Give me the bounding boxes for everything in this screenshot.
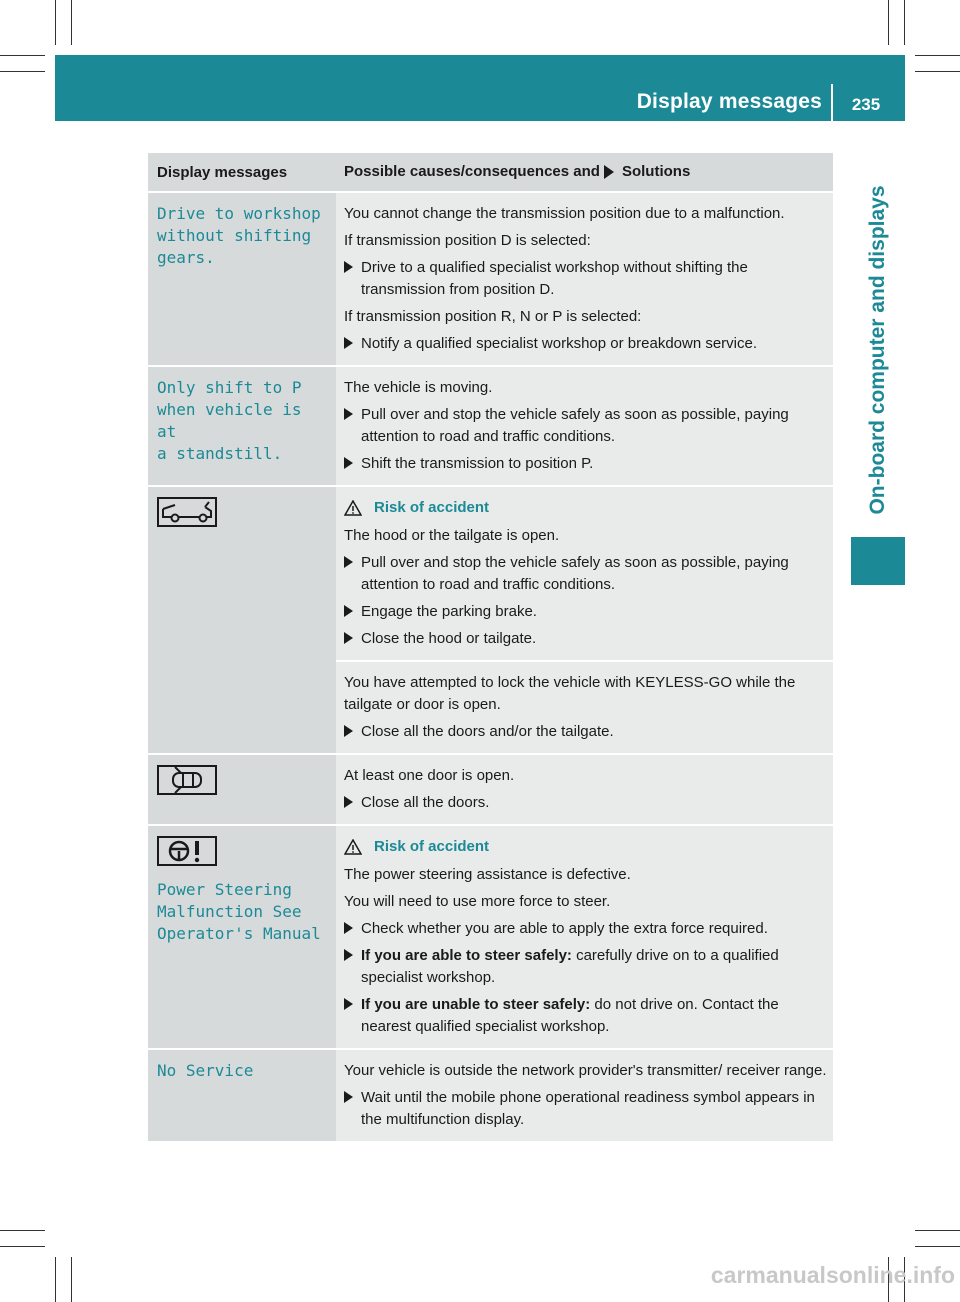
warning-triangle-icon (344, 500, 362, 516)
message-cell (148, 755, 336, 824)
solution-block (336, 755, 833, 824)
table-row (148, 753, 833, 824)
solution-block (336, 1050, 833, 1141)
instruction-step (344, 918, 827, 940)
instruction-step (344, 792, 827, 814)
instruction-text: Close all the doors and/or the tailgate. (361, 723, 614, 740)
instruction-text: Pull over and stop the vehicle safely as soon as possible, paying attention to road and traffic conditions. (361, 554, 789, 593)
instruction-text: Close all the doors. (361, 794, 490, 811)
step-arrow-icon (344, 408, 353, 420)
step-arrow-icon (344, 261, 353, 273)
warning-label: Risk of accident (374, 499, 490, 516)
table-row (148, 191, 833, 365)
table-header (148, 153, 833, 191)
column-header-solutions-text: Solutions (621, 163, 691, 180)
description-text: If transmission position D is selected: (344, 232, 591, 249)
warning-notice (344, 836, 827, 858)
instruction-text: Drive to a qualified specialist workshop without shifting the transmission from position D. (361, 259, 748, 298)
warning-label: Risk of accident (374, 838, 490, 855)
description-text: At least one door is open. (344, 767, 515, 784)
step-arrow-icon (344, 457, 353, 469)
message-cell (148, 487, 336, 753)
description-text: Your vehicle is outside the network provider's transmitter/ receiver range. (344, 1062, 827, 1079)
instruction-step (344, 601, 827, 623)
solution-block (336, 367, 833, 485)
open-hood-tailgate-icon (157, 497, 217, 527)
description-text: The vehicle is moving. (344, 379, 493, 396)
step-arrow-icon (344, 605, 353, 617)
description-text: You cannot change the transmission position due to a malfunction. (344, 205, 785, 222)
instruction-step (344, 994, 827, 1038)
step-arrow-icon (344, 796, 353, 808)
instruction-text: Close the hood or tailgate. (361, 630, 537, 647)
warning-notice (344, 497, 827, 519)
message-cell (148, 367, 336, 485)
display-message-text: Only shift to P when vehicle is at a standstill. (157, 378, 302, 463)
instruction-step (344, 1087, 827, 1131)
instruction-step (344, 333, 827, 355)
solution-cell (336, 1050, 833, 1141)
instruction-condition: If you are able to steer safely: (361, 947, 572, 964)
instruction-condition: If you are unable to steer safely: (361, 996, 591, 1013)
power-steering-warning-icon (157, 836, 217, 866)
table-row (148, 824, 833, 1048)
message-cell (148, 826, 336, 1048)
solution-cell (336, 193, 833, 365)
instruction-text: Pull over and stop the vehicle safely as soon as possible, paying attention to road and traffic conditions. (361, 406, 789, 445)
instruction-step (344, 628, 827, 650)
instruction-text: Shift the transmission to position P. (361, 455, 594, 472)
display-message-text: No Service (157, 1061, 254, 1080)
display-message-text: Power Steering Malfunction See Operator's Manual (157, 880, 321, 943)
table-row (148, 365, 833, 485)
description-text: The power steering assistance is defective. (344, 866, 631, 883)
instruction-step (344, 552, 827, 596)
door-open-icon (157, 765, 217, 795)
column-header-messages: Display messages (157, 164, 288, 181)
instruction-step (344, 404, 827, 448)
header-divider (831, 84, 833, 121)
description-text: You have attempted to lock the vehicle with KEYLESS-GO while the tailgate or door is open. (344, 674, 796, 713)
table-row (148, 1048, 833, 1141)
solution-cell (336, 826, 833, 1048)
side-tab-label: On-board computer and displays (866, 185, 889, 515)
warning-triangle-icon (344, 839, 362, 855)
step-arrow-icon (344, 922, 353, 934)
instruction-text: Wait until the mobile phone operational readiness symbol appears in the multifunction display. (361, 1089, 815, 1128)
instruction-text: carefully drive on to a qualified specialist workshop. (361, 947, 779, 986)
instruction-text: Engage the parking brake. (361, 603, 537, 620)
solution-cell (336, 487, 833, 753)
solution-block (336, 826, 833, 1048)
instruction-step (344, 257, 827, 301)
step-arrow-icon (344, 632, 353, 644)
instruction-text: do not drive on. Contact the nearest qualified specialist workshop. (361, 996, 779, 1035)
table-body (148, 191, 833, 1141)
step-arrow-icon (344, 337, 353, 349)
page-number: 235 (851, 95, 881, 114)
instruction-text: Check whether you are able to apply the extra force required. (361, 920, 768, 937)
column-header-causes-text: Possible causes/consequences and (344, 163, 600, 180)
instruction-step (344, 721, 827, 743)
step-arrow-icon (344, 998, 353, 1010)
instruction-text: Notify a qualified specialist workshop or breakdown service. (361, 335, 758, 352)
step-arrow-icon (344, 1091, 353, 1103)
description-text: If transmission position R, N or P is selected: (344, 308, 642, 325)
page-title: Display messages (636, 90, 822, 113)
step-arrow-icon (344, 725, 353, 737)
step-arrow-icon (344, 949, 353, 961)
instruction-step (344, 945, 827, 989)
table-row (148, 485, 833, 753)
message-cell (148, 1050, 336, 1141)
solution-block (336, 487, 833, 660)
message-cell (148, 193, 336, 365)
column-header-causes (336, 153, 833, 191)
instruction-step (344, 453, 827, 475)
arrow-right-icon (604, 165, 614, 179)
description-text: You will need to use more force to steer. (344, 893, 611, 910)
watermark: carmanualsonline.info (710, 1262, 955, 1288)
solution-cell (336, 367, 833, 485)
side-tab-marker (851, 537, 905, 585)
solution-cell (336, 755, 833, 824)
solution-block (336, 193, 833, 365)
solution-block (336, 660, 833, 753)
step-arrow-icon (344, 556, 353, 568)
display-message-text: Drive to workshop without shifting gears. (157, 204, 321, 267)
display-messages-table (148, 153, 833, 1141)
description-text: The hood or the tailgate is open. (344, 527, 560, 544)
